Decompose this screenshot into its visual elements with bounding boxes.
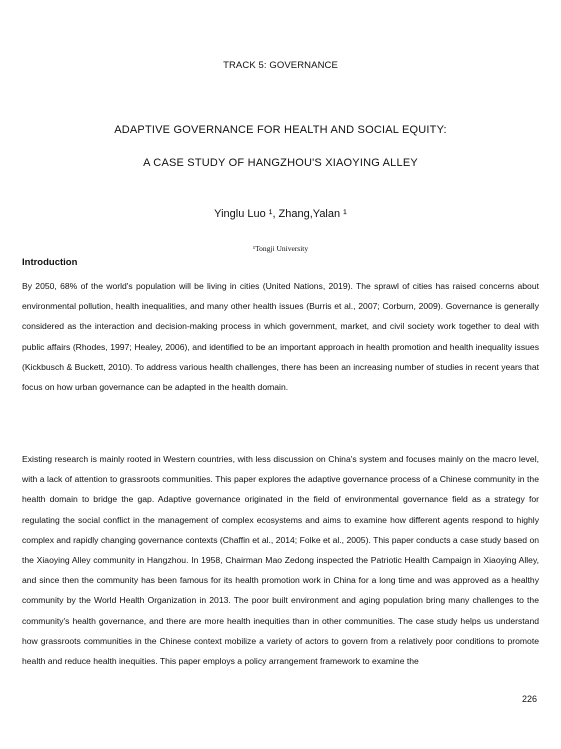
section-heading-introduction: Introduction bbox=[22, 257, 78, 268]
track-header: TRACK 5: GOVERNANCE bbox=[223, 60, 338, 71]
page-number: 226 bbox=[521, 694, 537, 704]
paragraph-1: By 2050, 68% of the world's population will be living in cities (United Nations, 2019). The sprawl of cities has raised concerns about environmental pollution, health inequalities, and many other health issues (Burris et al., 2007; Corburn, 2009). Governance is generally considered as the interaction and decision-making process in which government, market, and civil society work together to deal with public affairs (Rhodes, 1997; Healey, 2006), and identified to be an important approach in health promotion and health inequality issues (Kickbusch & Buckett, 2010). To address various health challenges, there has been an increasing number of studies in recent years that focus on how urban governance can be adapted in the health domain. bbox=[22, 281, 539, 393]
paper-title-line-2: A CASE STUDY OF HANGZHOU'S XIAOYING ALLEY bbox=[143, 157, 418, 169]
paper-title-line-1: ADAPTIVE GOVERNANCE FOR HEALTH AND SOCIAL EQUITY: bbox=[114, 124, 447, 136]
paragraph-2: Existing research is mainly rooted in Western countries, with less discussion on China's system and focuses mainly on the macro level, with a lack of attention to grassroots communities. This paper explores the adaptive governance process of a Chinese community in the health domain to bridge the gap. Adaptive governance originated in the field of environmental governance field as a strategy for regulating the social conflict in the management of complex ecosystems and aims to examine how different agents respond to highly complex and rapidly changing governance contexts (Chaffin et al., 2014; Folke et al., 2005). This paper conducts a case study based on the Xiaoying Alley community in Hangzhou. In 1958, Chairman Mao Zedong inspected the Patriotic Health Campaign in Xiaoying Alley, and since then the community has been famous for its health promotion work in China for a long time and was approved as a healthy community by the World Health Organization in 2013. The poor built environment and aging population bring many challenges to the community's health governance, and there are more health inequities than in other communities. The case study helps us understand how grassroots communities in the Chinese context mobilize a variety of actors to govern from a relatively poor conditions to promote health and reduce health inequities. This paper employs a policy arrangement framework to examine the bbox=[22, 454, 539, 667]
author-list: Yinglu Luo ¹, Zhang,Yalan ¹ bbox=[214, 208, 347, 220]
author-affiliation: ¹Tongji University bbox=[252, 244, 309, 253]
